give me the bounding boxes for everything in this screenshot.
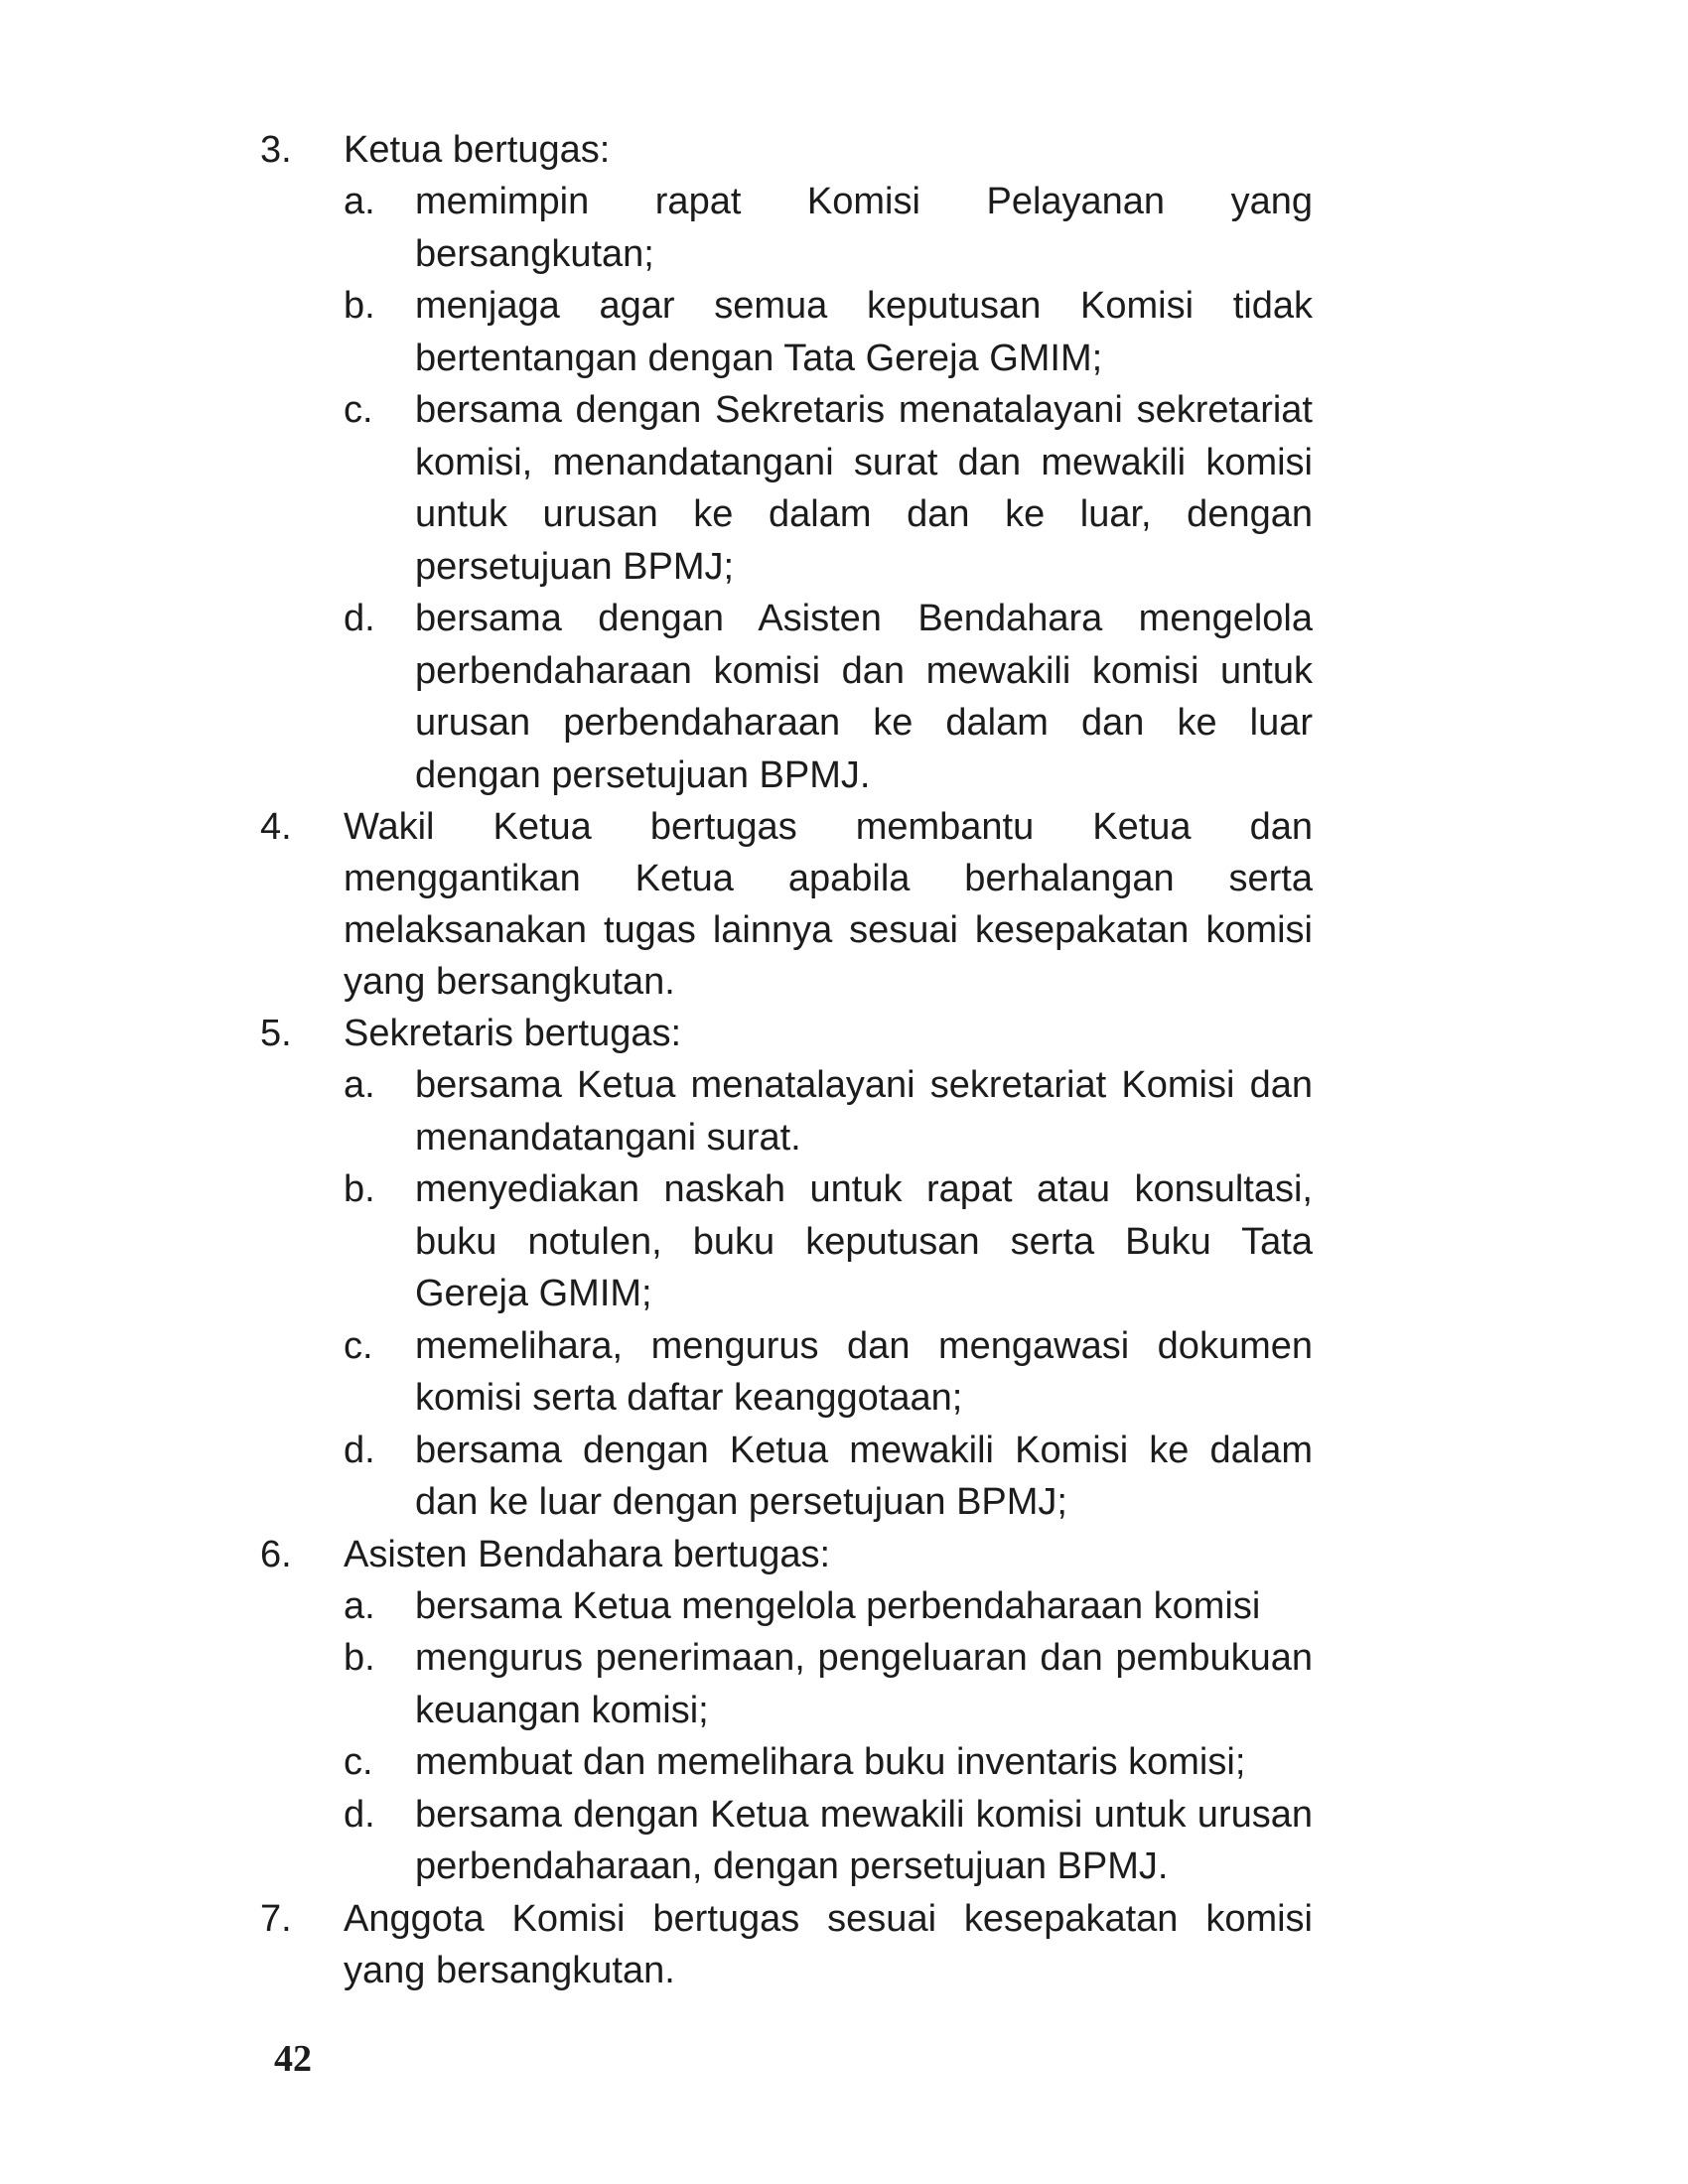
sub-item-letter: a. [344,1064,375,1106]
item-text: Asisten Bendahara bertugas: [344,1533,831,1575]
sub-item-letter: a. [344,181,375,222]
sub-item-letter: d. [344,598,375,639]
sub-item-text: mengurus penerimaan, pengeluaran dan pembukuan keuangan komisi; [415,1637,1313,1731]
sub-item [344,1736,1313,1789]
sub-item-text: bersama dengan Ketua mewakili Komisi ke dalam dan ke luar dengan persetujuan BPMJ; [415,1429,1313,1523]
sub-item-text: memelihara, mengurus dan mengawasi dokumen komisi serta daftar keanggotaan; [415,1324,1313,1419]
sub-item-text: bersama dengan Sekretaris menatalayani sekretariat komisi, menandatangani surat dan mewakili komisi untuk urusan ke dalam dan ke luar, dengan persetujuan BPMJ; [415,389,1313,588]
sub-item-letter: b. [344,1637,375,1679]
item-number: 6. [260,1533,292,1575]
sub-item [344,384,1313,593]
sub-item [344,280,1313,384]
sub-item [344,176,1313,280]
item-number: 3. [260,129,292,171]
page-number: 42 [274,2038,312,2080]
sub-item-letter: c. [344,1741,373,1783]
sub-item-letter: c. [344,389,373,431]
sub-item-text: menjaga agar semua keputusan Komisi tidak bertentangan dengan Tata Gereja GMIM; [415,285,1313,379]
sub-item-text: memimpin rapat Komisi Pelayanan yang bersangkutan; [415,181,1313,275]
sub-item-text: menyediakan naskah untuk rapat atau konsultasi, buku notulen, buku keputusan serta Buku Tata Gereja GMIM; [415,1168,1313,1314]
list-item [260,1008,1313,1059]
sub-item [344,1425,1313,1529]
sub-item-letter: a. [344,1584,375,1627]
sub-item [344,1580,1313,1633]
sub-item [344,593,1313,801]
item-text: Anggota Komisi bertugas sesuai kesepakatan komisi yang bersangkutan. [344,1897,1313,1991]
list-item [260,1529,1313,1580]
sub-item-letter: d. [344,1793,375,1836]
list-item [260,801,1313,1008]
sub-item [344,1163,1313,1320]
sub-item-text: membuat dan memelihara buku inventaris komisi; [415,1741,1246,1783]
item-number: 4. [260,806,292,848]
sub-item [344,1789,1313,1893]
list-item [260,124,1313,176]
article-list [260,124,1313,1996]
sub-item-letter: c. [344,1324,373,1367]
sub-item-letter: d. [344,1429,375,1471]
item-text: Sekretaris bertugas: [344,1013,682,1054]
sub-item-text: bersama dengan Asisten Bendahara mengelola perbendaharaan komisi dan mewakili komisi untuk urusan perbendaharaan ke dalam dan ke luar dengan persetujuan BPMJ. [415,598,1313,796]
sub-item [344,1320,1313,1425]
item-text: Ketua bertugas: [344,129,611,171]
sub-item [344,1632,1313,1736]
sub-item-letter: b. [344,1168,375,1210]
sub-item-text: bersama Ketua menatalayani sekretariat Komisi dan menandatangani surat. [415,1064,1313,1159]
sub-item-text: bersama dengan Ketua mewakili komisi untuk urusan perbendaharaan, dengan persetujuan BPMJ. [415,1793,1313,1887]
item-text: Wakil Ketua bertugas membantu Ketua dan menggantikan Ketua apabila berhalangan serta melaksanakan tugas lainnya sesuai kesepakatan komisi yang bersangkutan. [344,806,1313,1003]
item-number: 7. [260,1897,292,1940]
sub-item [344,1059,1313,1163]
sub-item-letter: b. [344,285,375,327]
item-number: 5. [260,1013,292,1054]
list-item [260,1893,1313,1996]
sub-item-text: bersama Ketua mengelola perbendaharaan komisi [415,1584,1261,1627]
